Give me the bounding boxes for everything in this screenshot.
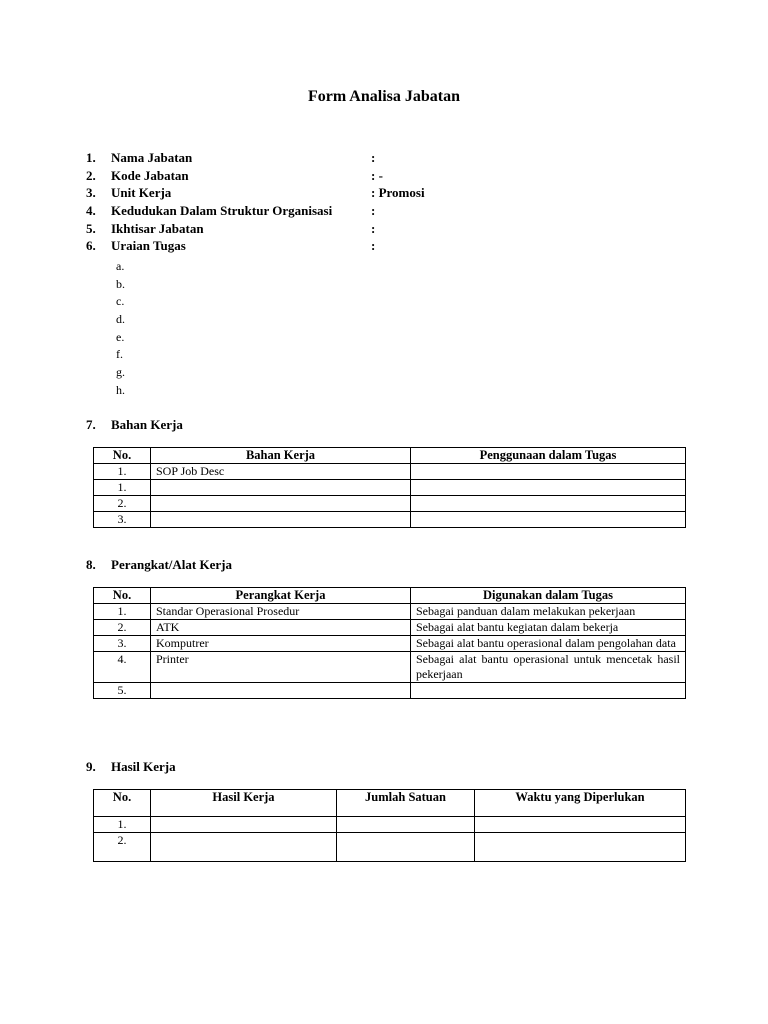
table-cell: 2. <box>94 496 151 512</box>
table-row <box>94 512 686 528</box>
table-cell <box>151 683 411 699</box>
table-row <box>94 683 686 699</box>
table-header-row <box>94 448 686 464</box>
field-value: : <box>371 238 376 254</box>
field-number: 6. <box>86 238 96 254</box>
field-value: : Promosi <box>371 185 425 201</box>
field-number: 5. <box>86 220 96 236</box>
list-item: e. <box>116 329 125 344</box>
column-header: Digunakan dalam Tugas <box>411 588 686 604</box>
list-item: d. <box>116 312 125 327</box>
bahan-kerja-table <box>93 447 686 528</box>
section-title-hasil-kerja <box>86 759 176 775</box>
list-item: c. <box>116 294 125 309</box>
table-cell: ATK <box>151 620 411 636</box>
section-title-bahan-kerja <box>86 417 183 433</box>
table-row <box>94 636 686 652</box>
table-cell: 3. <box>94 636 151 652</box>
table-header-row <box>94 790 686 817</box>
section-label: Perangkat/Alat Kerja <box>111 557 232 572</box>
table-row <box>94 817 686 833</box>
section-title-perangkat-alat-kerja <box>86 557 232 573</box>
table-cell <box>475 833 686 862</box>
table-header-row <box>94 588 686 604</box>
field-label: Ikhtisar Jabatan <box>111 220 204 236</box>
list-item: a. <box>116 259 125 273</box>
table-cell: Standar Operasional Prosedur <box>151 604 411 620</box>
table-cell <box>151 496 411 512</box>
table-row <box>94 652 686 683</box>
column-header: No. <box>94 588 151 604</box>
field-number: 3. <box>86 185 96 201</box>
table-cell <box>411 683 686 699</box>
table-row <box>94 480 686 496</box>
table-cell <box>337 817 475 833</box>
table-row <box>94 604 686 620</box>
table-row <box>94 833 686 862</box>
section-number: 8. <box>86 557 96 572</box>
column-header: Perangkat Kerja <box>151 588 411 604</box>
table-cell <box>411 512 686 528</box>
field-label: Uraian Tugas <box>111 238 186 254</box>
section-label: Hasil Kerja <box>111 759 176 774</box>
table-cell: Sebagai alat bantu kegiatan dalam bekerja <box>411 620 686 636</box>
table-cell: 3. <box>94 512 151 528</box>
table-cell: SOP Job Desc <box>151 464 411 480</box>
table-cell <box>151 512 411 528</box>
section-label: Bahan Kerja <box>111 417 183 432</box>
table-cell: 1. <box>94 817 151 833</box>
form-title: Form Analisa Jabatan <box>307 88 460 105</box>
table-cell: 2. <box>94 833 151 862</box>
uraian-tugas-list <box>116 258 125 400</box>
list-item: f. <box>116 347 123 362</box>
field-label: Nama Jabatan <box>111 150 193 165</box>
field-label: Kedudukan Dalam Struktur Organisasi <box>111 203 333 219</box>
table-cell: Sebagai panduan dalam melakukan pekerjaan <box>411 604 686 620</box>
table-cell <box>151 833 337 862</box>
field-label: Unit Kerja <box>111 185 172 201</box>
column-header: No. <box>94 448 151 464</box>
field-value: : <box>371 220 376 236</box>
field-value: : <box>371 203 376 219</box>
list-item: h. <box>116 382 125 397</box>
table-cell <box>411 480 686 496</box>
column-header: No. <box>94 790 151 817</box>
table-row <box>94 464 686 480</box>
field-number: 4. <box>86 203 96 219</box>
table-cell <box>411 496 686 512</box>
table-row <box>94 496 686 512</box>
column-header: Hasil Kerja <box>151 790 337 817</box>
table-cell <box>411 464 686 480</box>
column-header: Penggunaan dalam Tugas <box>411 448 686 464</box>
field-number: 1. <box>86 150 96 165</box>
table-cell <box>151 817 337 833</box>
field-value: : - <box>371 167 383 183</box>
section-number: 7. <box>86 417 96 432</box>
table-cell: 1. <box>94 480 151 496</box>
column-header: Waktu yang Diperlukan <box>475 790 686 817</box>
table-cell: 2. <box>94 620 151 636</box>
table-cell: Printer <box>151 652 411 683</box>
table-cell: Komputrer <box>151 636 411 652</box>
perangkat-kerja-table <box>93 587 686 699</box>
list-item: b. <box>116 276 125 291</box>
field-label: Kode Jabatan <box>111 167 189 183</box>
table-cell <box>475 817 686 833</box>
table-row <box>94 620 686 636</box>
column-header: Jumlah Satuan <box>337 790 475 817</box>
table-cell <box>337 833 475 862</box>
list-item: g. <box>116 365 125 380</box>
hasil-kerja-table <box>93 789 686 862</box>
table-cell: 4. <box>94 652 151 683</box>
table-cell <box>151 480 411 496</box>
table-cell: Sebagai alat bantu operasional dalam pengolahan data <box>411 636 686 652</box>
field-value: : <box>371 150 376 165</box>
section-number: 9. <box>86 759 96 774</box>
column-header: Bahan Kerja <box>151 448 411 464</box>
table-cell: 5. <box>94 683 151 699</box>
table-cell: 1. <box>94 604 151 620</box>
table-cell: 1. <box>94 464 151 480</box>
table-cell: Sebagai alat bantu operasional untuk mencetak hasil pekerjaan <box>411 652 686 683</box>
field-number: 2. <box>86 167 96 183</box>
